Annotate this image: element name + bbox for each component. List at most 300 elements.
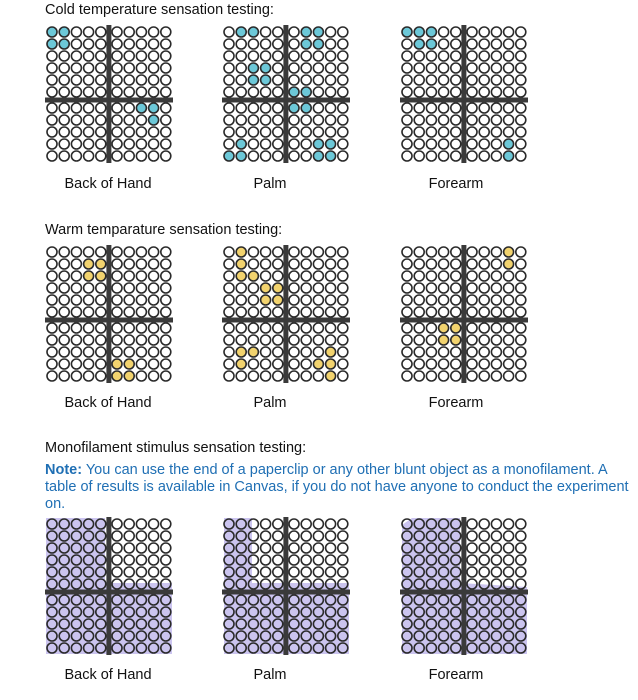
dot	[467, 283, 477, 293]
dot	[338, 283, 348, 293]
dot	[491, 323, 501, 333]
dot	[451, 247, 461, 257]
dot	[59, 247, 69, 257]
vertical-divider	[106, 25, 111, 163]
dot	[516, 531, 526, 541]
dot	[161, 295, 171, 305]
dot	[467, 247, 477, 257]
dot	[451, 151, 461, 161]
dot	[261, 151, 271, 161]
dot	[47, 115, 57, 125]
dot	[59, 127, 69, 137]
dot	[467, 335, 477, 345]
dot	[451, 307, 461, 317]
dot	[59, 335, 69, 345]
cold-forearm-grid[interactable]	[400, 25, 528, 163]
filled-dot	[136, 103, 146, 113]
dot	[124, 39, 134, 49]
dot	[248, 307, 258, 317]
dot	[326, 115, 336, 125]
filled-dot	[504, 151, 514, 161]
dot	[124, 247, 134, 257]
cold-back-of-hand-grid[interactable]	[45, 25, 173, 163]
dot	[136, 307, 146, 317]
dot	[149, 151, 159, 161]
dot	[47, 283, 57, 293]
dot	[224, 87, 234, 97]
dot	[161, 307, 171, 317]
dot	[491, 75, 501, 85]
dot	[504, 127, 514, 137]
warm-back-of-hand-grid[interactable]	[45, 245, 173, 383]
dot	[426, 87, 436, 97]
dot	[112, 51, 122, 61]
dot	[71, 247, 81, 257]
dot	[261, 51, 271, 61]
dot	[467, 259, 477, 269]
dot	[112, 271, 122, 281]
dot	[301, 283, 311, 293]
dot	[96, 323, 106, 333]
dot	[313, 567, 323, 577]
dot	[338, 247, 348, 257]
dot	[402, 51, 412, 61]
dot	[112, 127, 122, 137]
dot	[84, 307, 94, 317]
dot	[112, 115, 122, 125]
dot	[414, 347, 424, 357]
dot	[71, 307, 81, 317]
dot	[301, 151, 311, 161]
dot	[313, 75, 323, 85]
dot	[326, 51, 336, 61]
dot	[301, 259, 311, 269]
dot	[124, 271, 134, 281]
dot	[504, 347, 514, 357]
dot	[516, 271, 526, 281]
dot	[479, 271, 489, 281]
dot	[439, 283, 449, 293]
filled-dot	[59, 39, 69, 49]
dot	[124, 519, 134, 529]
filled-dot	[236, 247, 246, 257]
dot	[326, 259, 336, 269]
dot	[261, 307, 271, 317]
dot	[136, 127, 146, 137]
dot	[136, 347, 146, 357]
mono-palm-grid[interactable]	[222, 517, 350, 655]
dot	[112, 283, 122, 293]
dot	[224, 335, 234, 345]
dot	[491, 295, 501, 305]
dot	[338, 103, 348, 113]
filled-dot	[313, 39, 323, 49]
dot	[248, 283, 258, 293]
dot	[149, 295, 159, 305]
dot	[289, 371, 299, 381]
dot	[59, 295, 69, 305]
dot	[479, 247, 489, 257]
dot	[248, 39, 258, 49]
dot	[467, 27, 477, 37]
filled-dot	[313, 27, 323, 37]
horizontal-divider	[400, 318, 528, 323]
dot	[504, 63, 514, 73]
dot	[313, 555, 323, 565]
dot	[402, 371, 412, 381]
dot	[467, 567, 477, 577]
dot	[161, 271, 171, 281]
filled-dot	[248, 63, 258, 73]
dot	[516, 335, 526, 345]
dot	[161, 39, 171, 49]
dot	[236, 75, 246, 85]
dot	[426, 103, 436, 113]
dot	[326, 335, 336, 345]
dot	[248, 151, 258, 161]
dot	[59, 347, 69, 357]
dot	[71, 151, 81, 161]
dot	[136, 75, 146, 85]
dot	[224, 323, 234, 333]
dot	[47, 307, 57, 317]
dot	[161, 63, 171, 73]
dot	[112, 63, 122, 73]
dot	[224, 295, 234, 305]
dot	[96, 247, 106, 257]
dot	[136, 271, 146, 281]
dot	[273, 271, 283, 281]
dot	[414, 371, 424, 381]
dot	[47, 103, 57, 113]
filled-dot	[236, 27, 246, 37]
dot	[516, 51, 526, 61]
dot	[124, 567, 134, 577]
dot	[479, 127, 489, 137]
dot	[516, 555, 526, 565]
dot	[313, 283, 323, 293]
note-label: Note:	[45, 462, 83, 478]
dot	[504, 39, 514, 49]
dot	[96, 283, 106, 293]
vertical-divider	[461, 517, 466, 655]
dot	[301, 555, 311, 565]
dot	[273, 127, 283, 137]
dot	[479, 115, 489, 125]
dot	[124, 63, 134, 73]
filled-dot	[289, 87, 299, 97]
vertical-divider	[283, 517, 288, 655]
dot	[236, 63, 246, 73]
mono-back-of-hand-grid[interactable]	[45, 517, 173, 655]
dot	[326, 39, 336, 49]
dot	[491, 27, 501, 37]
dot	[516, 295, 526, 305]
dot	[439, 115, 449, 125]
dot	[491, 139, 501, 149]
dot	[467, 103, 477, 113]
dot	[96, 139, 106, 149]
horizontal-divider	[222, 318, 350, 323]
dot	[59, 283, 69, 293]
dot	[59, 115, 69, 125]
dot	[516, 151, 526, 161]
dot	[402, 307, 412, 317]
filled-dot	[451, 335, 461, 345]
dot	[112, 295, 122, 305]
dot	[273, 519, 283, 529]
monofilament-note	[45, 462, 630, 513]
dot	[338, 87, 348, 97]
dot	[313, 103, 323, 113]
dot	[402, 259, 412, 269]
dot	[439, 127, 449, 137]
dot	[161, 335, 171, 345]
dot	[224, 247, 234, 257]
dot	[84, 75, 94, 85]
dot	[467, 63, 477, 73]
dot	[479, 51, 489, 61]
dot	[479, 139, 489, 149]
dot	[402, 139, 412, 149]
dot	[273, 51, 283, 61]
dot	[516, 567, 526, 577]
filled-dot	[236, 271, 246, 281]
dot	[326, 247, 336, 257]
dot	[326, 103, 336, 113]
cold-palm-grid[interactable]	[222, 25, 350, 163]
dot	[516, 103, 526, 113]
dot	[224, 115, 234, 125]
dot	[224, 271, 234, 281]
dot	[84, 335, 94, 345]
dot	[261, 103, 271, 113]
dot	[161, 115, 171, 125]
dot	[402, 115, 412, 125]
filled-dot	[313, 359, 323, 369]
dot	[224, 283, 234, 293]
dot	[491, 283, 501, 293]
dot	[84, 63, 94, 73]
dot	[112, 139, 122, 149]
dot	[479, 555, 489, 565]
dot	[491, 87, 501, 97]
dot	[273, 139, 283, 149]
dot	[161, 87, 171, 97]
vertical-divider	[461, 245, 466, 383]
mono-forearm-grid[interactable]	[400, 517, 528, 655]
dot	[136, 371, 146, 381]
dot	[439, 87, 449, 97]
dot	[161, 531, 171, 541]
dot	[136, 151, 146, 161]
dot	[467, 323, 477, 333]
filled-dot	[504, 139, 514, 149]
dot	[504, 307, 514, 317]
dot	[479, 307, 489, 317]
dot	[439, 347, 449, 357]
dot	[467, 307, 477, 317]
filled-dot	[59, 27, 69, 37]
dot	[261, 359, 271, 369]
dot	[71, 295, 81, 305]
dot	[491, 259, 501, 269]
dot	[161, 139, 171, 149]
dot-grid-svg	[400, 517, 528, 655]
filled-dot	[149, 103, 159, 113]
dot	[451, 295, 461, 305]
dot	[516, 283, 526, 293]
dot	[59, 271, 69, 281]
dot	[71, 335, 81, 345]
dot	[71, 259, 81, 269]
dot	[161, 247, 171, 257]
dot	[273, 307, 283, 317]
dot	[289, 51, 299, 61]
dot	[426, 51, 436, 61]
dot	[112, 335, 122, 345]
dot	[426, 151, 436, 161]
dot	[326, 127, 336, 137]
warm-forearm-caption: Forearm	[428, 395, 484, 411]
filled-dot	[96, 271, 106, 281]
dot	[451, 127, 461, 137]
dot	[504, 295, 514, 305]
dot	[402, 271, 412, 281]
dot	[47, 295, 57, 305]
dot	[479, 103, 489, 113]
warm-forearm-grid[interactable]	[400, 245, 528, 383]
filled-dot	[313, 139, 323, 149]
dot	[338, 335, 348, 345]
dot	[161, 127, 171, 137]
dot	[161, 567, 171, 577]
dot	[112, 567, 122, 577]
dot	[516, 247, 526, 257]
dot	[439, 151, 449, 161]
dot	[112, 151, 122, 161]
dot	[248, 51, 258, 61]
dot-grid-svg	[222, 245, 350, 383]
dot	[161, 283, 171, 293]
dot	[124, 51, 134, 61]
dot	[71, 51, 81, 61]
dot	[96, 115, 106, 125]
dot	[136, 531, 146, 541]
dot	[112, 103, 122, 113]
dot	[338, 151, 348, 161]
dot	[161, 347, 171, 357]
filled-dot	[84, 259, 94, 269]
dot	[491, 247, 501, 257]
dot	[516, 115, 526, 125]
dot	[467, 139, 477, 149]
dot	[439, 63, 449, 73]
dot	[96, 371, 106, 381]
dot	[84, 39, 94, 49]
dot	[149, 567, 159, 577]
dot	[124, 87, 134, 97]
dot	[136, 555, 146, 565]
dot	[71, 75, 81, 85]
dot	[402, 75, 412, 85]
dot	[301, 63, 311, 73]
cold-forearm-caption: Forearm	[428, 176, 484, 192]
dot	[112, 75, 122, 85]
dot	[451, 371, 461, 381]
dot	[84, 27, 94, 37]
dot	[479, 151, 489, 161]
dot	[59, 359, 69, 369]
vertical-divider	[283, 25, 288, 163]
dot	[112, 307, 122, 317]
dot	[426, 115, 436, 125]
dot	[289, 295, 299, 305]
warm-palm-grid[interactable]	[222, 245, 350, 383]
dot	[71, 271, 81, 281]
filled-dot	[289, 103, 299, 113]
dot	[326, 63, 336, 73]
dot	[504, 531, 514, 541]
dot	[313, 519, 323, 529]
dot	[149, 335, 159, 345]
dot	[338, 531, 348, 541]
dot	[224, 371, 234, 381]
dot	[71, 347, 81, 357]
dot	[149, 359, 159, 369]
dot	[467, 127, 477, 137]
dot	[504, 51, 514, 61]
dot	[289, 543, 299, 553]
dot	[439, 271, 449, 281]
dot	[261, 39, 271, 49]
dot	[479, 323, 489, 333]
horizontal-divider	[400, 98, 528, 103]
dot	[161, 27, 171, 37]
dot	[516, 259, 526, 269]
filled-dot	[439, 335, 449, 345]
dot	[439, 307, 449, 317]
dot	[313, 51, 323, 61]
dot	[451, 271, 461, 281]
dot	[504, 27, 514, 37]
dot	[338, 271, 348, 281]
dot	[161, 371, 171, 381]
dot	[467, 359, 477, 369]
dot	[326, 87, 336, 97]
cold-back-of-hand-caption: Back of Hand	[64, 176, 152, 192]
dot	[338, 371, 348, 381]
dot	[338, 567, 348, 577]
dot	[451, 115, 461, 125]
dot	[479, 75, 489, 85]
dot	[236, 127, 246, 137]
dot	[149, 543, 159, 553]
filled-dot	[96, 259, 106, 269]
dot	[71, 139, 81, 149]
filled-dot	[149, 115, 159, 125]
dot	[313, 543, 323, 553]
dot	[414, 127, 424, 137]
dot	[467, 115, 477, 125]
dot	[439, 27, 449, 37]
dot	[149, 519, 159, 529]
filled-dot	[47, 27, 57, 37]
dot	[84, 51, 94, 61]
dot	[338, 75, 348, 85]
dot	[426, 335, 436, 345]
dot	[149, 51, 159, 61]
